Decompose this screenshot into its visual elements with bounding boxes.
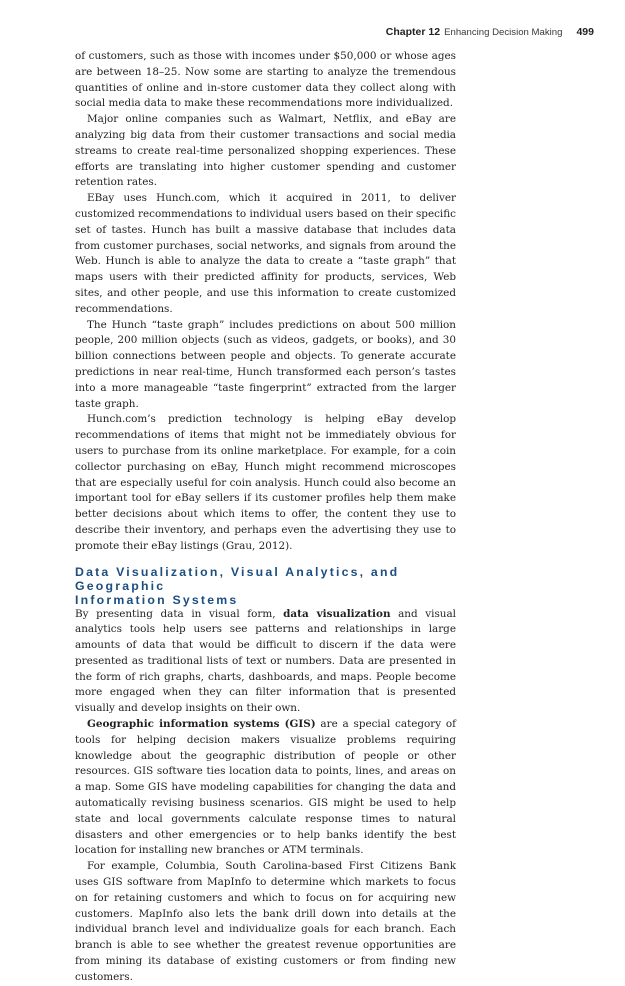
section-heading bbox=[75, 565, 456, 607]
paragraph-gis bbox=[75, 717, 456, 859]
page-number: 499 bbox=[576, 26, 594, 38]
chapter-label: Chapter 12 bbox=[385, 26, 441, 38]
paragraph-gis-rest: are a special category of tools for helping decision makers visualize problems requiring knowledge about the geographic distribution of people or other resources. GIS software ties location data to points, lines, and areas on a map. Some GIS have modeling capabilities for changing the data and automatically revising business scenarios. GIS might be used to help state and local governments calculate response times to natural disasters and other emergencies or to help banks identify the best location for installing new branches or ATM terminals. bbox=[75, 718, 457, 857]
paragraph-first-citizens: For example, Columbia, South Carolina-based First Citizens Bank uses GIS software from MapInfo to determine which markets to focus on for retaining customers and which to focus on for acquiring new customers. MapInfo also lets the bank drill down into details at the individual branch level and individualize goals for each branch. Each branch is able to see whether the greatest revenue opportunities are from mining its database of existing customers or from finding new customers. bbox=[75, 860, 456, 983]
paragraph-taste-graph: The Hunch “taste graph” includes predictions on about 500 million people, 200 million objects (such as videos, gadgets, or books), and 30 billion connections between people and objects. To generate accurate predictions in near real-time, Hunch transformed each person’s tastes into a more manageable “taste fingerprint” extracted from the larger taste graph. bbox=[75, 318, 456, 410]
text-column bbox=[75, 49, 456, 986]
paragraph-online-companies: Major online companies such as Walmart, Netflix, and eBay are analyzing big data from their customer transactions and social media streams to create real-time personalized shopping experiences. These efforts are translating into higher customer spending and customer retention rates. bbox=[75, 113, 456, 189]
paragraph-data-visualization bbox=[75, 607, 456, 718]
paragraph-prediction-technology: Hunch.com’s prediction technology is helping eBay develop recommendations of items that might not be immediately obvious for users to purchase from its online marketplace. For example, for a coin collector purchasing on eBay, Hunch might recommend microscopes that are especially useful for coin analysis. Hunch could also become an important tool for eBay sellers if its customer profiles help them make better decisions about which items to offer, the content they use to describe their inventory, and perhaps even the advertising they use to promote their eBay listings (Grau, 2012). bbox=[75, 413, 456, 552]
paragraph-data-visualization-lead: By presenting data in visual form, bbox=[75, 607, 284, 620]
term-data-visualization: data visualization bbox=[283, 607, 391, 620]
paragraph-continuation: of customers, such as those with incomes under $50,000 or whose ages are between 18–25. Now some are starting to analyze the tremendous quantities of online and in-store customer data they collect along with social media data to make these recommendations more individualized. bbox=[75, 50, 456, 110]
running-header bbox=[386, 26, 594, 40]
chapter-title: Enhancing Decision Making bbox=[444, 27, 563, 38]
term-gis: Geographic information systems (GIS) bbox=[87, 718, 316, 731]
section-heading-line-2: Information Systems bbox=[75, 592, 239, 607]
paragraph-ebay-hunch: EBay uses Hunch.com, which it acquired in 2011, to deliver customized recommendations to individual users based on their specific set of tastes. Hunch has built a massive database that includes data from customer purchases, social networks, and signals from around the Web. Hunch is able to analyze the data to create a “taste graph” that maps users with their predicted affinity for products, services, Web sites, and other people, and use this information to create customized recommendations. bbox=[75, 192, 456, 315]
paragraph-data-visualization-rest: and visual analytics tools help users see patterns and relationships in large amounts of data that would be difficult to discern if the data were presented as traditional lists of text or numbers. Data are presented in the form of rich graphs, charts, dashboards, and maps. People become more engaged when they can filter information that is presented visually and develop insights on their own. bbox=[75, 607, 456, 715]
section-heading-line-1: Data Visualization, Visual Analytics, and Geographic bbox=[75, 564, 400, 593]
